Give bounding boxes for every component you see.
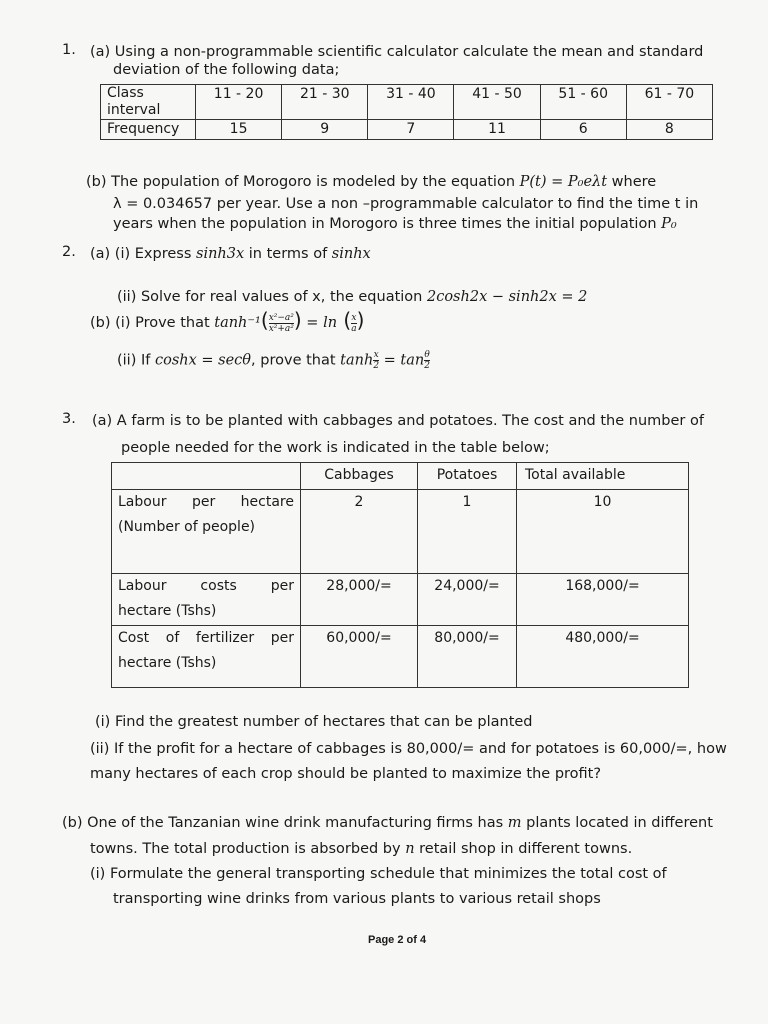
q3a-i: (i) Find the greatest number of hectares that can be planted — [95, 714, 533, 730]
q3b-line2-text: towns. The total production is absorbed by — [90, 841, 406, 857]
q2a-ii-equation: 2cosh2x − sinh2x = 2 — [426, 289, 588, 305]
q2b-i: (b) (i) Prove that tanh⁻¹( $\frac{\text{x²−a²}}{\text{x²+a²}}$ ) = ln ( $\frac{x}{a}$ ) — [90, 308, 365, 334]
q3b-line1 — [62, 815, 713, 831]
row-label-labour-people — [112, 490, 301, 574]
frequency-cell: 15 — [196, 120, 282, 140]
q1b-initial-population: P₀ — [661, 216, 677, 232]
q1b-text-end: where — [607, 174, 657, 190]
header-cabbages: Cabbages — [301, 463, 418, 490]
q2a-i-expr2: sinhx — [331, 246, 371, 262]
q3a-ii-line2: many hectares of each crop should be planted to maximize the profit? — [90, 766, 602, 782]
row-label-fertilizer — [112, 626, 301, 688]
row-label-labour-costs — [112, 574, 301, 626]
q2b-i-rhs-den: a — [351, 323, 357, 334]
row-label-line2: (Number of people) — [118, 519, 256, 535]
q2b-ii-text: (ii) If — [117, 352, 155, 369]
q2a-i-expr: sinh3x — [196, 246, 245, 262]
q3b-n: n — [405, 841, 415, 857]
q2b-i-fraction — [269, 313, 294, 334]
class-header-line2: interval — [107, 102, 161, 118]
q1a-line2: deviation of the following data; — [113, 62, 340, 78]
q2b-ii-frac-theta — [424, 350, 430, 371]
value-cell: 1 — [418, 490, 517, 574]
row-label-line2: hectare (Tshs) — [118, 603, 217, 619]
q3a-ii-line1: (ii) If the profit for a hectare of cabbages is 80,000/= and for potatoes is 60,000/=, how — [90, 741, 727, 757]
frequency-header: Frequency — [101, 120, 196, 140]
value-cell: 480,000/= — [517, 626, 689, 688]
class-cell: 21 - 30 — [282, 85, 368, 120]
q1b-line2: λ = 0.034657 per year. Use a non –programmable calculator to find the time t in — [113, 196, 699, 212]
class-cell: 31 - 40 — [368, 85, 454, 120]
q2b-i-rhs-num: x — [351, 312, 357, 323]
q2a-i-text: (a) (i) Express — [90, 246, 196, 262]
q1a-line1: (a) Using a non-programmable scientific calculator calculate the mean and standard — [90, 44, 704, 60]
class-cell: 51 - 60 — [540, 85, 626, 120]
frequency-cell: 7 — [368, 120, 454, 140]
q2a-ii-text: (ii) Solve for real values of x, the equation — [117, 289, 427, 305]
q3b-text-end: plants located in different — [521, 815, 713, 831]
q3b-m: m — [507, 815, 522, 831]
crop-table — [111, 462, 689, 688]
q3a-line1: (a) A farm is to be planted with cabbages and potatoes. The cost and the number of — [92, 413, 704, 429]
value-cell: 168,000/= — [517, 574, 689, 626]
row-label-line1: Labour costs per — [118, 578, 294, 594]
q2-number: 2. — [62, 244, 76, 260]
q2b-ii-theta: θ — [424, 350, 430, 360]
q1b-line3 — [113, 216, 677, 232]
class-interval-header — [101, 85, 196, 120]
row-label-line2: hectare (Tshs) — [118, 655, 217, 671]
q2b-ii-condition: coshx = secθ — [154, 352, 252, 369]
class-cell: 11 - 20 — [196, 85, 282, 120]
frequency-table — [100, 84, 713, 140]
q2b-ii-equals: = tan — [379, 352, 425, 369]
header-potatoes: Potatoes — [418, 463, 517, 490]
page-number: Page 2 of 4 — [368, 934, 427, 946]
q3b-i-line2: transporting wine drinks from various plants to various retail shops — [113, 891, 601, 907]
value-cell: 24,000/= — [418, 574, 517, 626]
q2a-ii — [117, 289, 587, 305]
value-cell: 28,000/= — [301, 574, 418, 626]
q2b-i-equals: = ln — [301, 315, 338, 331]
q2b-ii-mid: , prove that — [251, 352, 341, 369]
value-cell: 60,000/= — [301, 626, 418, 688]
q1b-line1 — [86, 174, 656, 190]
row-label-line1: Labour per hectare — [118, 494, 294, 510]
class-cell: 61 - 70 — [626, 85, 712, 120]
value-cell: 80,000/= — [418, 626, 517, 688]
frequency-cell: 11 — [454, 120, 540, 140]
q2b-i-text: (b) (i) Prove that — [90, 315, 215, 331]
q2b-ii — [117, 350, 430, 371]
value-cell: 2 — [301, 490, 418, 574]
q2b-ii-tanh: tanh — [340, 352, 374, 369]
q1-number: 1. — [62, 42, 76, 58]
frequency-cell: 9 — [282, 120, 368, 140]
q2b-i-numerator: x²−a² — [268, 312, 294, 323]
frequency-cell: 6 — [540, 120, 626, 140]
q3b-text: (b) One of the Tanzanian wine drink manufacturing firms has — [62, 815, 508, 831]
q3a-line2: people needed for the work is indicated in the table below; — [121, 440, 550, 456]
value-cell: 10 — [517, 490, 689, 574]
class-header-line1: Class — [107, 85, 144, 101]
q2a-i — [90, 246, 371, 262]
empty-header-cell — [112, 463, 301, 490]
q3-number: 3. — [62, 411, 76, 427]
q3b-line2 — [90, 841, 632, 857]
class-cell: 41 - 50 — [454, 85, 540, 120]
q3b-line2-end: retail shop in different towns. — [414, 841, 633, 857]
row-label-line1: Cost of fertilizer per — [118, 630, 294, 646]
header-total-available: Total available — [517, 463, 689, 490]
q1b-text: (b) The population of Morogoro is modeled by the equation — [86, 174, 520, 190]
q2b-ii-2a: 2 — [373, 361, 380, 371]
q2b-ii-2b: 2 — [424, 361, 430, 371]
q2b-i-tanh: tanh⁻¹ — [214, 315, 261, 331]
q1b-equation: P(t) = P₀eλt — [519, 174, 608, 190]
frequency-cell: 8 — [626, 120, 712, 140]
q2b-i-denominator: x²+a² — [268, 323, 294, 334]
q2b-ii-x: x — [373, 350, 379, 360]
q3b-i-line1: (i) Formulate the general transporting schedule that minimizes the total cost of — [90, 866, 667, 882]
q1b-line3-text: years when the population in Morogoro is three times the initial population — [113, 216, 662, 232]
q2a-i-mid: in terms of — [244, 246, 332, 262]
